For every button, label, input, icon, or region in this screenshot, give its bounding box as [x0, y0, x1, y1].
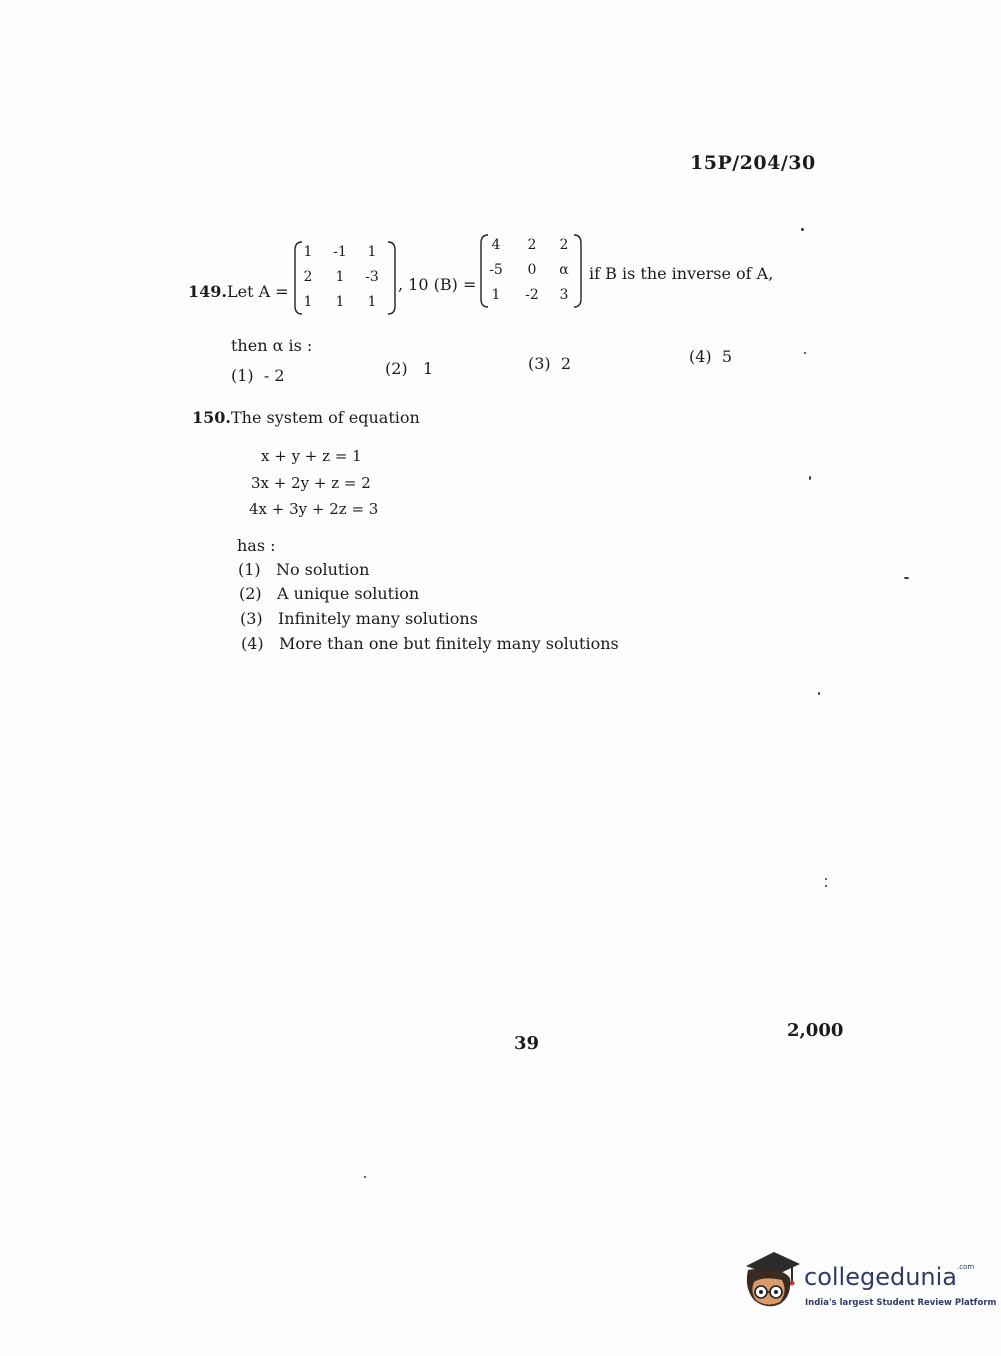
option-number: (4) — [241, 634, 264, 653]
question-149-stem: then α is : — [231, 336, 313, 355]
question-150-stem: has : — [237, 536, 276, 555]
logo-name: collegedunia — [804, 1263, 958, 1291]
matrix-a-cell: -1 — [333, 244, 347, 260]
question-150-lead — [192, 408, 420, 427]
matrix-b-cell: -2 — [525, 287, 539, 303]
matrix-b-cell: α — [559, 262, 569, 278]
option-150-1[interactable] — [238, 560, 369, 579]
option-number: (2) — [239, 584, 262, 603]
logo-tagline: India's largest Student Review Platform — [805, 1298, 997, 1308]
option-149-1[interactable] — [231, 366, 285, 385]
option-150-2[interactable] — [239, 584, 419, 603]
scan-speck — [825, 878, 827, 880]
matrix-a-cell: 1 — [367, 244, 377, 260]
matrix-a-cell: -3 — [365, 269, 379, 285]
scan-speck — [825, 885, 827, 887]
matrix-b-cell: 2 — [527, 237, 537, 253]
option-number: (3) — [528, 354, 551, 373]
option-number: (1) — [231, 366, 254, 385]
option-number: (4) — [689, 347, 712, 366]
scan-speck — [809, 476, 811, 480]
option-text: A unique solution — [276, 584, 420, 603]
matrix-b-cell: 3 — [559, 287, 569, 303]
matrix-a-cell: 1 — [367, 294, 377, 310]
collegedunia-mascot-icon — [740, 1248, 804, 1312]
question-150-number: 150. — [192, 408, 231, 427]
matrix-a — [294, 240, 396, 316]
matrix-a-cell: 1 — [335, 294, 345, 310]
question-149-lead-text: Let A = — [226, 282, 289, 301]
matrix-b-cell: 2 — [559, 237, 569, 253]
option-text: 1 — [422, 359, 434, 378]
matrix-b-cell: -5 — [489, 262, 503, 278]
scan-speck — [801, 228, 804, 231]
option-number: (1) — [238, 560, 261, 579]
option-150-3[interactable] — [240, 609, 478, 628]
option-149-3[interactable] — [528, 354, 571, 373]
scan-speck — [364, 1176, 366, 1178]
question-150-lead-text: The system of equation — [230, 408, 420, 427]
paper-code: 15P/204/30 — [690, 152, 816, 174]
matrix-a-cell: 1 — [335, 269, 345, 285]
question-149-middle: , 10 (B) = — [398, 275, 477, 294]
option-149-4[interactable] — [689, 347, 732, 366]
scan-speck — [904, 577, 909, 579]
option-text: No solution — [275, 560, 370, 579]
matrix-b-cell: 0 — [527, 262, 537, 278]
option-150-4[interactable] — [241, 634, 619, 653]
option-text: Infinitely many solutions — [277, 609, 478, 628]
print-count: 2,000 — [787, 1020, 844, 1041]
equation-1: x + y + z = 1 — [261, 447, 362, 465]
question-149-number: 149. — [188, 282, 227, 301]
option-number: (2) — [385, 359, 408, 378]
equation-3: 4x + 3y + 2z = 3 — [249, 500, 379, 518]
matrix-b-cell: 1 — [491, 287, 501, 303]
option-number: (3) — [240, 609, 263, 628]
collegedunia-wordmark[interactable] — [804, 1263, 974, 1291]
option-text: 2 — [560, 354, 572, 373]
equation-2: 3x + 2y + z = 2 — [251, 474, 371, 492]
option-text: - 2 — [263, 366, 285, 385]
question-149-lead — [188, 282, 289, 301]
question-149-tail: if B is the inverse of A, — [589, 264, 774, 283]
option-149-2[interactable] — [385, 359, 433, 378]
option-text: 5 — [721, 347, 733, 366]
option-text: More than one but finitely many solutions — [278, 634, 619, 653]
matrix-b — [480, 233, 582, 309]
matrix-a-cell: 1 — [303, 294, 313, 310]
matrix-b-cell: 4 — [491, 237, 501, 253]
matrix-a-cell: 1 — [303, 244, 313, 260]
scan-speck — [818, 692, 820, 695]
scan-speck — [804, 352, 806, 354]
page-number: 39 — [514, 1033, 540, 1054]
matrix-a-cell: 2 — [303, 269, 313, 285]
logo-suffix: .com — [957, 1263, 975, 1271]
